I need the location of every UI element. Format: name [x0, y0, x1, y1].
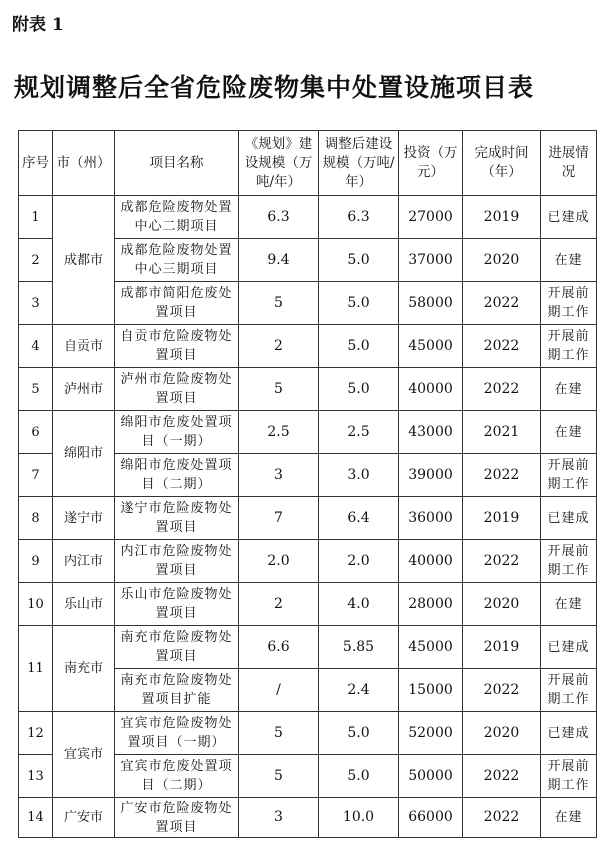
row-seq: 10: [19, 583, 53, 626]
row-progress: 开展前期工作: [541, 669, 597, 712]
row-adj: 5.0: [319, 325, 399, 368]
row-year: 2019: [463, 196, 541, 239]
row-progress: 在建: [541, 583, 597, 626]
row-name: 绵阳市危废处置项目（二期）: [115, 454, 239, 497]
row-city: 广安市: [53, 798, 115, 838]
row-plan: 5: [239, 712, 319, 755]
row-progress: 已建成: [541, 196, 597, 239]
row-plan: 9.4: [239, 239, 319, 282]
row-city: 南充市: [53, 626, 115, 712]
project-table: [18, 130, 597, 838]
row-adj: 5.85: [319, 626, 399, 669]
row-invest: 39000: [399, 454, 463, 497]
row-seq: 4: [19, 325, 53, 368]
row-plan: 5: [239, 368, 319, 411]
row-city: 成都市: [53, 196, 115, 325]
header-seq: 序号: [19, 131, 53, 196]
row-invest: 40000: [399, 368, 463, 411]
row-progress: 在建: [541, 368, 597, 411]
header-invest: 投资（万元）: [399, 131, 463, 196]
row-year: 2020: [463, 239, 541, 282]
row-name: 成都市简阳危废处置项目: [115, 282, 239, 325]
row-year: 2022: [463, 368, 541, 411]
row-progress: 在建: [541, 239, 597, 282]
row-adj: 5.0: [319, 368, 399, 411]
row-name: 绵阳市危废处置项目（一期）: [115, 411, 239, 454]
row-seq: 5: [19, 368, 53, 411]
row-seq: 11: [19, 626, 53, 712]
row-year: 2022: [463, 325, 541, 368]
row-year: 2022: [463, 669, 541, 712]
row-adj: 10.0: [319, 798, 399, 838]
row-plan: 2.0: [239, 540, 319, 583]
row-seq: 9: [19, 540, 53, 583]
row-progress: 已建成: [541, 626, 597, 669]
row-seq: 14: [19, 798, 53, 838]
row-city: 宜宾市: [53, 712, 115, 798]
row-adj: 3.0: [319, 454, 399, 497]
row-name: 广安市危险废物处置项目: [115, 798, 239, 838]
row-progress: 开展前期工作: [541, 325, 597, 368]
row-invest: 58000: [399, 282, 463, 325]
table-row: [19, 540, 597, 583]
row-name: 南充市危险废物处置项目扩能: [115, 669, 239, 712]
row-city: 绵阳市: [53, 411, 115, 497]
row-adj: 5.0: [319, 755, 399, 798]
row-adj: 4.0: [319, 583, 399, 626]
row-plan: 3: [239, 454, 319, 497]
header-plan-scale: 《规划》建设规模（万吨/年）: [239, 131, 319, 196]
header-city: 市（州）: [53, 131, 115, 196]
row-seq: 13: [19, 755, 53, 798]
row-adj: 5.0: [319, 282, 399, 325]
row-city: 自贡市: [53, 325, 115, 368]
table-row: [19, 626, 597, 669]
row-year: 2019: [463, 626, 541, 669]
row-seq: 7: [19, 454, 53, 497]
row-name: 宜宾市危险废物处置项目（一期）: [115, 712, 239, 755]
table-row: [19, 325, 597, 368]
row-year: 2019: [463, 497, 541, 540]
header-time: 完成时间（年）: [463, 131, 541, 196]
row-progress: 开展前期工作: [541, 282, 597, 325]
table-row: [19, 583, 597, 626]
row-invest: 52000: [399, 712, 463, 755]
row-plan: 7: [239, 497, 319, 540]
row-name: 南充市危险废物处置项目: [115, 626, 239, 669]
row-year: 2022: [463, 282, 541, 325]
table-row: [19, 368, 597, 411]
row-progress: 开展前期工作: [541, 540, 597, 583]
row-year: 2021: [463, 411, 541, 454]
row-city: 遂宁市: [53, 497, 115, 540]
row-year: 2022: [463, 755, 541, 798]
row-city: 泸州市: [53, 368, 115, 411]
row-name: 宜宾市危废处置项目（二期）: [115, 755, 239, 798]
row-year: 2022: [463, 798, 541, 838]
row-adj: 2.5: [319, 411, 399, 454]
row-adj: 5.0: [319, 712, 399, 755]
header-adj-scale: 调整后建设规模（万吨/年）: [319, 131, 399, 196]
page-title: 规划调整后全省危险废物集中处置设施项目表: [14, 73, 535, 102]
row-plan: 5: [239, 755, 319, 798]
row-adj: 5.0: [319, 239, 399, 282]
row-adj: 6.3: [319, 196, 399, 239]
row-invest: 50000: [399, 755, 463, 798]
row-name: 成都危险废物处置中心二期项目: [115, 196, 239, 239]
row-year: 2020: [463, 712, 541, 755]
row-plan: 3: [239, 798, 319, 838]
annex-label: 附表 1: [12, 15, 64, 35]
row-plan: 2: [239, 583, 319, 626]
table-row: [19, 798, 597, 838]
row-name: 自贡市危险废物处置项目: [115, 325, 239, 368]
row-adj: 2.0: [319, 540, 399, 583]
row-name: 乐山市危险废物处置项目: [115, 583, 239, 626]
row-seq: 3: [19, 282, 53, 325]
table-row: [19, 411, 597, 454]
row-invest: 45000: [399, 626, 463, 669]
row-seq: 1: [19, 196, 53, 239]
row-invest: 45000: [399, 325, 463, 368]
row-invest: 28000: [399, 583, 463, 626]
row-seq: 6: [19, 411, 53, 454]
table-body: [19, 196, 597, 838]
row-plan: 2.5: [239, 411, 319, 454]
table-row: [19, 712, 597, 755]
row-invest: 66000: [399, 798, 463, 838]
row-seq: 12: [19, 712, 53, 755]
row-seq: 8: [19, 497, 53, 540]
row-invest: 37000: [399, 239, 463, 282]
row-year: 2022: [463, 540, 541, 583]
row-invest: 40000: [399, 540, 463, 583]
row-invest: 27000: [399, 196, 463, 239]
header-progress: 进展情况: [541, 131, 597, 196]
row-invest: 15000: [399, 669, 463, 712]
row-adj: 2.4: [319, 669, 399, 712]
row-plan: 6.3: [239, 196, 319, 239]
row-name: 遂宁市危险废物处置项目: [115, 497, 239, 540]
row-progress: 已建成: [541, 712, 597, 755]
row-seq: 2: [19, 239, 53, 282]
row-plan: 2: [239, 325, 319, 368]
row-name: 内江市危险废物处置项目: [115, 540, 239, 583]
row-plan: /: [239, 669, 319, 712]
row-name: 泸州市危险废物处置项目: [115, 368, 239, 411]
row-city: 内江市: [53, 540, 115, 583]
row-invest: 36000: [399, 497, 463, 540]
row-plan: 6.6: [239, 626, 319, 669]
row-plan: 5: [239, 282, 319, 325]
row-progress: 已建成: [541, 497, 597, 540]
row-adj: 6.4: [319, 497, 399, 540]
row-year: 2020: [463, 583, 541, 626]
row-progress: 在建: [541, 798, 597, 838]
row-progress: 在建: [541, 411, 597, 454]
row-progress: 开展前期工作: [541, 454, 597, 497]
row-progress: 开展前期工作: [541, 755, 597, 798]
row-invest: 43000: [399, 411, 463, 454]
header-name: 项目名称: [115, 131, 239, 196]
row-name: 成都危险废物处置中心三期项目: [115, 239, 239, 282]
header-row: [19, 131, 597, 196]
row-city: 乐山市: [53, 583, 115, 626]
row-year: 2022: [463, 454, 541, 497]
table-row: [19, 196, 597, 239]
table-row: [19, 497, 597, 540]
